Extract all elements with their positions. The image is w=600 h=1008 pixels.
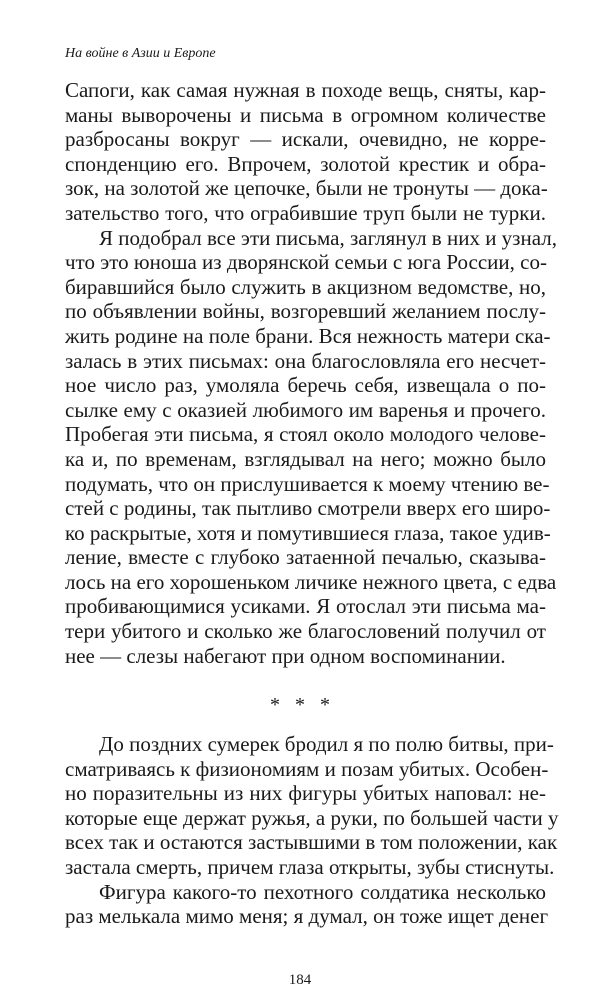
text-line: раз мелькала мимо меня; я думал, он тоже ищет денег — [65, 904, 549, 929]
text-line: но поразительны из них фигуры убитых наповал: не- — [65, 781, 546, 806]
text-line: ление, вместе с глубоко затаенной печалью, сказыва- — [65, 545, 546, 570]
text-line: тери убитого и сколько же благословений получил от — [65, 619, 546, 644]
text-line: Пробегая эти письма, я стоял около молодого челове- — [65, 422, 546, 447]
text-line: разбросаны вокруг — искали, очевидно, не корре- — [65, 127, 546, 152]
text-line: маны выворочены и письма в огромном количестве — [65, 102, 546, 127]
text-line: зательство того, что ограбившие труп были не турки. — [65, 200, 546, 225]
text-line: спонденцию его. Впрочем, золотой крестик и обра- — [65, 151, 546, 176]
text-line: жить родине на поле брани. Вся нежность матери ска- — [65, 323, 551, 348]
text-line: сматриваясь к физиономиям и позам убитых. Особен- — [65, 756, 549, 781]
text-line: До поздних сумерек бродил я по полю битвы, при- — [99, 732, 554, 756]
text-line: ка и, по временам, взглядывал на него; можно было — [65, 446, 546, 471]
text-line: которые еще держат ружья, а руки, по большей части у — [65, 805, 559, 830]
text-line: сылке ему с оказией любимого им варенья и прочего. — [65, 397, 546, 422]
paragraph-3 — [65, 732, 559, 929]
text-line: пробивающимися усиками. Я отослал эти письма ма- — [65, 594, 546, 619]
page-number: 184 — [288, 972, 312, 988]
text-line: залась в этих письмах: она благословляла его несчет- — [65, 348, 546, 373]
text-line: Я подобрал все эти письма, заглянул в них и узнал, — [99, 225, 557, 250]
text-line: лось на его хорошеньком личике нежного цвета, с едва — [65, 569, 557, 594]
text-line: стей с родины, так пытливо смотрели вверх его широ- — [65, 496, 551, 521]
paragraph-1 — [65, 78, 557, 668]
text-line: нее — слезы набегают при одном воспоминании. — [65, 643, 506, 668]
text-line: биравшийся было служить в акцизном ведомстве, но, — [65, 274, 546, 299]
text-line: ко раскрытые, хотя и помутившиеся глаза, такое удив- — [65, 520, 551, 545]
section-break: * * * — [270, 694, 330, 716]
text-line: Фигура какого-то пехотного солдатика несколько — [99, 879, 546, 904]
text-line: по объявлении войны, возгоревший желанием послу- — [65, 299, 546, 324]
text-line: что это юноша из дворянской семьи с юга России, со- — [65, 250, 547, 275]
text-line: застала смерть, причем глаза открыты, зубы стиснуты. — [65, 854, 555, 879]
text-line: ное число раз, умоляла беречь себя, извещала о по- — [65, 373, 546, 398]
text-line: Сапоги, как самая нужная в походе вещь, сняты, кар- — [65, 78, 546, 102]
text-line: зок, на золотой же цепочке, были не тронуты — дока- — [65, 176, 548, 201]
running-header: На войне в Азии и Европе — [65, 46, 216, 61]
text-line: подумать, что он прислушивается к моему чтению ве- — [65, 471, 550, 496]
text-line: всех так и остаются застывшими в том положении, как — [65, 830, 558, 855]
